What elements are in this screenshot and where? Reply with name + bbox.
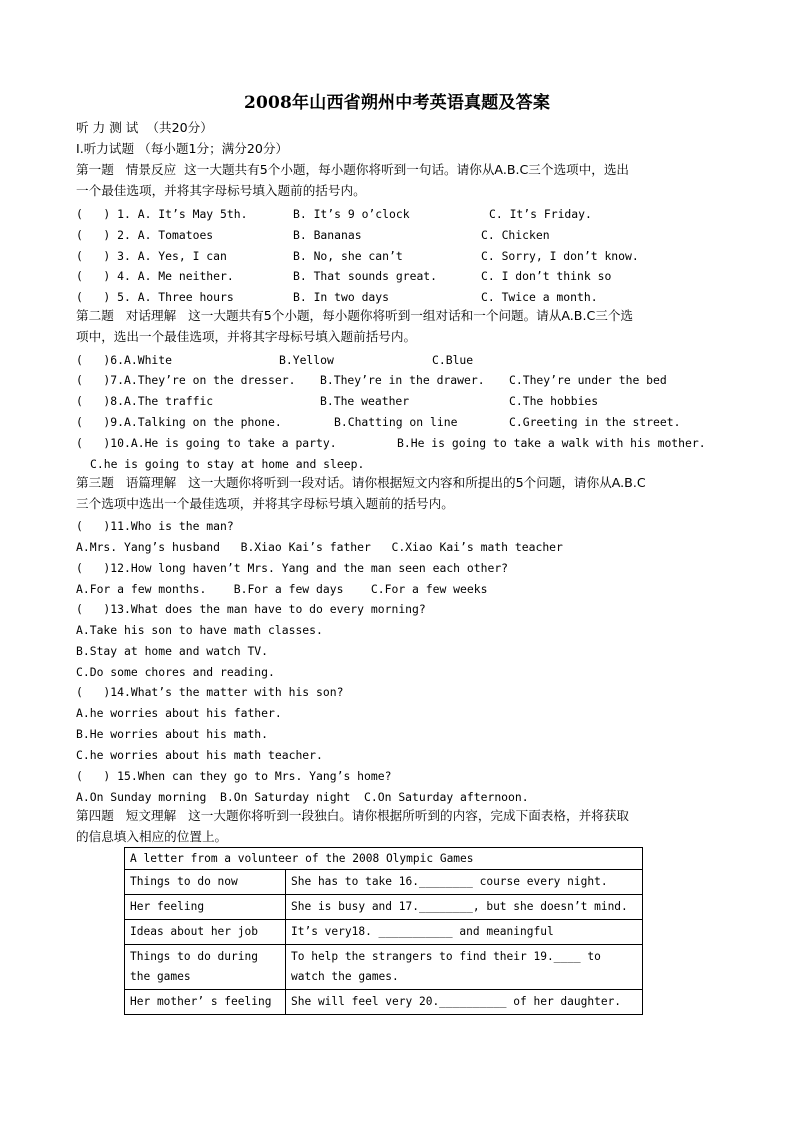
question-15: ( ) 15.When can they go to Mrs. Yang’s home? bbox=[76, 769, 392, 783]
question-10: ( )10.A.He is going to take a party. bbox=[76, 436, 337, 450]
table-row bbox=[125, 870, 643, 895]
question-14-option-c: C.he worries about his math teacher. bbox=[76, 748, 323, 762]
question-9: ( )9.A.Talking on the phone. bbox=[76, 415, 282, 429]
table-key: Her mother’ s feeling bbox=[125, 990, 286, 1015]
section2-intro-line1: 第二题 对话理解 这一大题共有5个小题，每小题你将听到一组对话和一个问题。请从A.B.C三个选 bbox=[76, 308, 634, 323]
question-10-option-c: C.he is going to stay at home and sleep. bbox=[90, 457, 365, 471]
question-8-option-c: C.The hobbies bbox=[509, 394, 599, 408]
question-1: ( ) 1. A. It’s May 5th. bbox=[76, 207, 248, 221]
question-11-options: A.Mrs. Yang’s husband B.Xiao Kai’s father C.Xiao Kai’s math teacher bbox=[76, 540, 563, 554]
question-4: ( ) 4. A. Me neither. bbox=[76, 269, 234, 283]
table-row bbox=[125, 920, 643, 945]
question-4-option-c: C. I don’t think so bbox=[481, 269, 612, 283]
question-12: ( )12.How long haven’t Mrs. Yang and the man seen each other? bbox=[76, 561, 509, 575]
question-3: ( ) 3. A. Yes, I can bbox=[76, 249, 227, 263]
table-key: Things to do during the games bbox=[125, 945, 286, 990]
table-title-row bbox=[125, 848, 643, 870]
question-14: ( )14.What’s the matter with his son? bbox=[76, 685, 344, 699]
question-13: ( )13.What does the man have to do every morning? bbox=[76, 602, 426, 616]
question-9-option-c: C.Greeting in the street. bbox=[509, 415, 681, 429]
section3-intro-line2: 三个选项中选出一个最佳选项，并将其字母标号填入题前的括号内。 bbox=[76, 496, 454, 511]
question-9-option-b: B.Chatting on line bbox=[334, 415, 458, 429]
question-5-option-b: B. In two days bbox=[293, 290, 390, 304]
question-2: ( ) 2. A. Tomatoes bbox=[76, 228, 214, 242]
section1-intro-line1: 第一题 情景反应 这一大题共有5个小题，每小题你将听到一句话。请你从A.B.C三个选项中，选出 bbox=[76, 162, 630, 177]
question-5-option-c: C. Twice a month. bbox=[481, 290, 598, 304]
question-13-option-a: A.Take his son to have math classes. bbox=[76, 623, 323, 637]
page-title: 2008年山西省朔州中考英语真题及答案 bbox=[243, 93, 551, 113]
question-13-option-b: B.Stay at home and watch TV. bbox=[76, 644, 269, 658]
table-row bbox=[125, 945, 643, 990]
fill-in-table bbox=[124, 847, 643, 1015]
question-12-options: A.For a few months. B.For a few days C.For a few weeks bbox=[76, 582, 488, 596]
table-title: A letter from a volunteer of the 2008 Olympic Games bbox=[125, 848, 643, 870]
question-7-option-b: B.They’re in the drawer. bbox=[320, 373, 485, 387]
question-7-option-c: C.They’re under the bed bbox=[509, 373, 667, 387]
table-row bbox=[125, 990, 643, 1015]
table-row bbox=[125, 895, 643, 920]
question-8-option-b: B.The weather bbox=[320, 394, 410, 408]
section3-intro-line1: 第三题 语篇理解 这一大题你将听到一段对话。请你根据短文内容和所提出的5个问题，请你从A.B.C bbox=[76, 475, 646, 490]
question-14-option-a: A.he worries about his father. bbox=[76, 706, 282, 720]
question-6-option-b: B.Yellow bbox=[279, 353, 334, 367]
question-7: ( )7.A.They’re on the dresser. bbox=[76, 373, 296, 387]
table-key: Things to do now bbox=[125, 870, 286, 895]
question-5: ( ) 5. A. Three hours bbox=[76, 290, 234, 304]
listening-heading: 听 力 测 试 （共20分） bbox=[76, 120, 213, 135]
question-1-option-b: B. It’s 9 o’clock bbox=[293, 207, 410, 221]
question-10-option-b: B.He is going to take a walk with his mother. bbox=[397, 436, 706, 450]
section2-intro-line2: 项中，选出一个最佳选项，并将其字母标号填入题前括号内。 bbox=[76, 329, 417, 344]
table-key: Ideas about her job bbox=[125, 920, 286, 945]
question-15-options: A.On Sunday morning B.On Saturday night C.On Saturday afternoon. bbox=[76, 790, 529, 804]
table-value: She will feel very 20.__________ of her daughter. bbox=[286, 990, 643, 1015]
part-one-heading: I.听力试题 （每小题1分；满分20分） bbox=[76, 141, 289, 156]
table-value: She is busy and 17.________, but she doesn’t mind. bbox=[286, 895, 643, 920]
question-8: ( )8.A.The traffic bbox=[76, 394, 214, 408]
question-6-option-c: C.Blue bbox=[432, 353, 474, 367]
table-value: It’s very18. ___________ and meaningful bbox=[286, 920, 643, 945]
question-13-option-c: C.Do some chores and reading. bbox=[76, 665, 275, 679]
question-2-option-b: B. Bananas bbox=[293, 228, 362, 242]
question-2-option-c: C. Chicken bbox=[481, 228, 550, 242]
question-3-option-c: C. Sorry, I don’t know. bbox=[481, 249, 639, 263]
question-3-option-b: B. No, she can’t bbox=[293, 249, 403, 263]
question-4-option-b: B. That sounds great. bbox=[293, 269, 438, 283]
question-1-option-c: C. It’s Friday. bbox=[489, 207, 592, 221]
section1-intro-line2: 一个最佳选项，并将其字母标号填入题前的括号内。 bbox=[76, 183, 366, 198]
table-value: She has to take 16.________ course every night. bbox=[286, 870, 643, 895]
table-key: Her feeling bbox=[125, 895, 286, 920]
table-value: To help the strangers to find their 19.____ to watch the games. bbox=[286, 945, 643, 990]
question-11: ( )11.Who is the man? bbox=[76, 519, 234, 533]
question-14-option-b: B.He worries about his math. bbox=[76, 727, 269, 741]
section4-intro-line1: 第四题 短文理解 这一大题你将听到一段独白。请你根据所听到的内容，完成下面表格，并将获取 bbox=[76, 808, 629, 823]
section4-intro-line2: 的信息填入相应的位置上。 bbox=[76, 829, 228, 844]
question-6: ( )6.A.White bbox=[76, 353, 173, 367]
